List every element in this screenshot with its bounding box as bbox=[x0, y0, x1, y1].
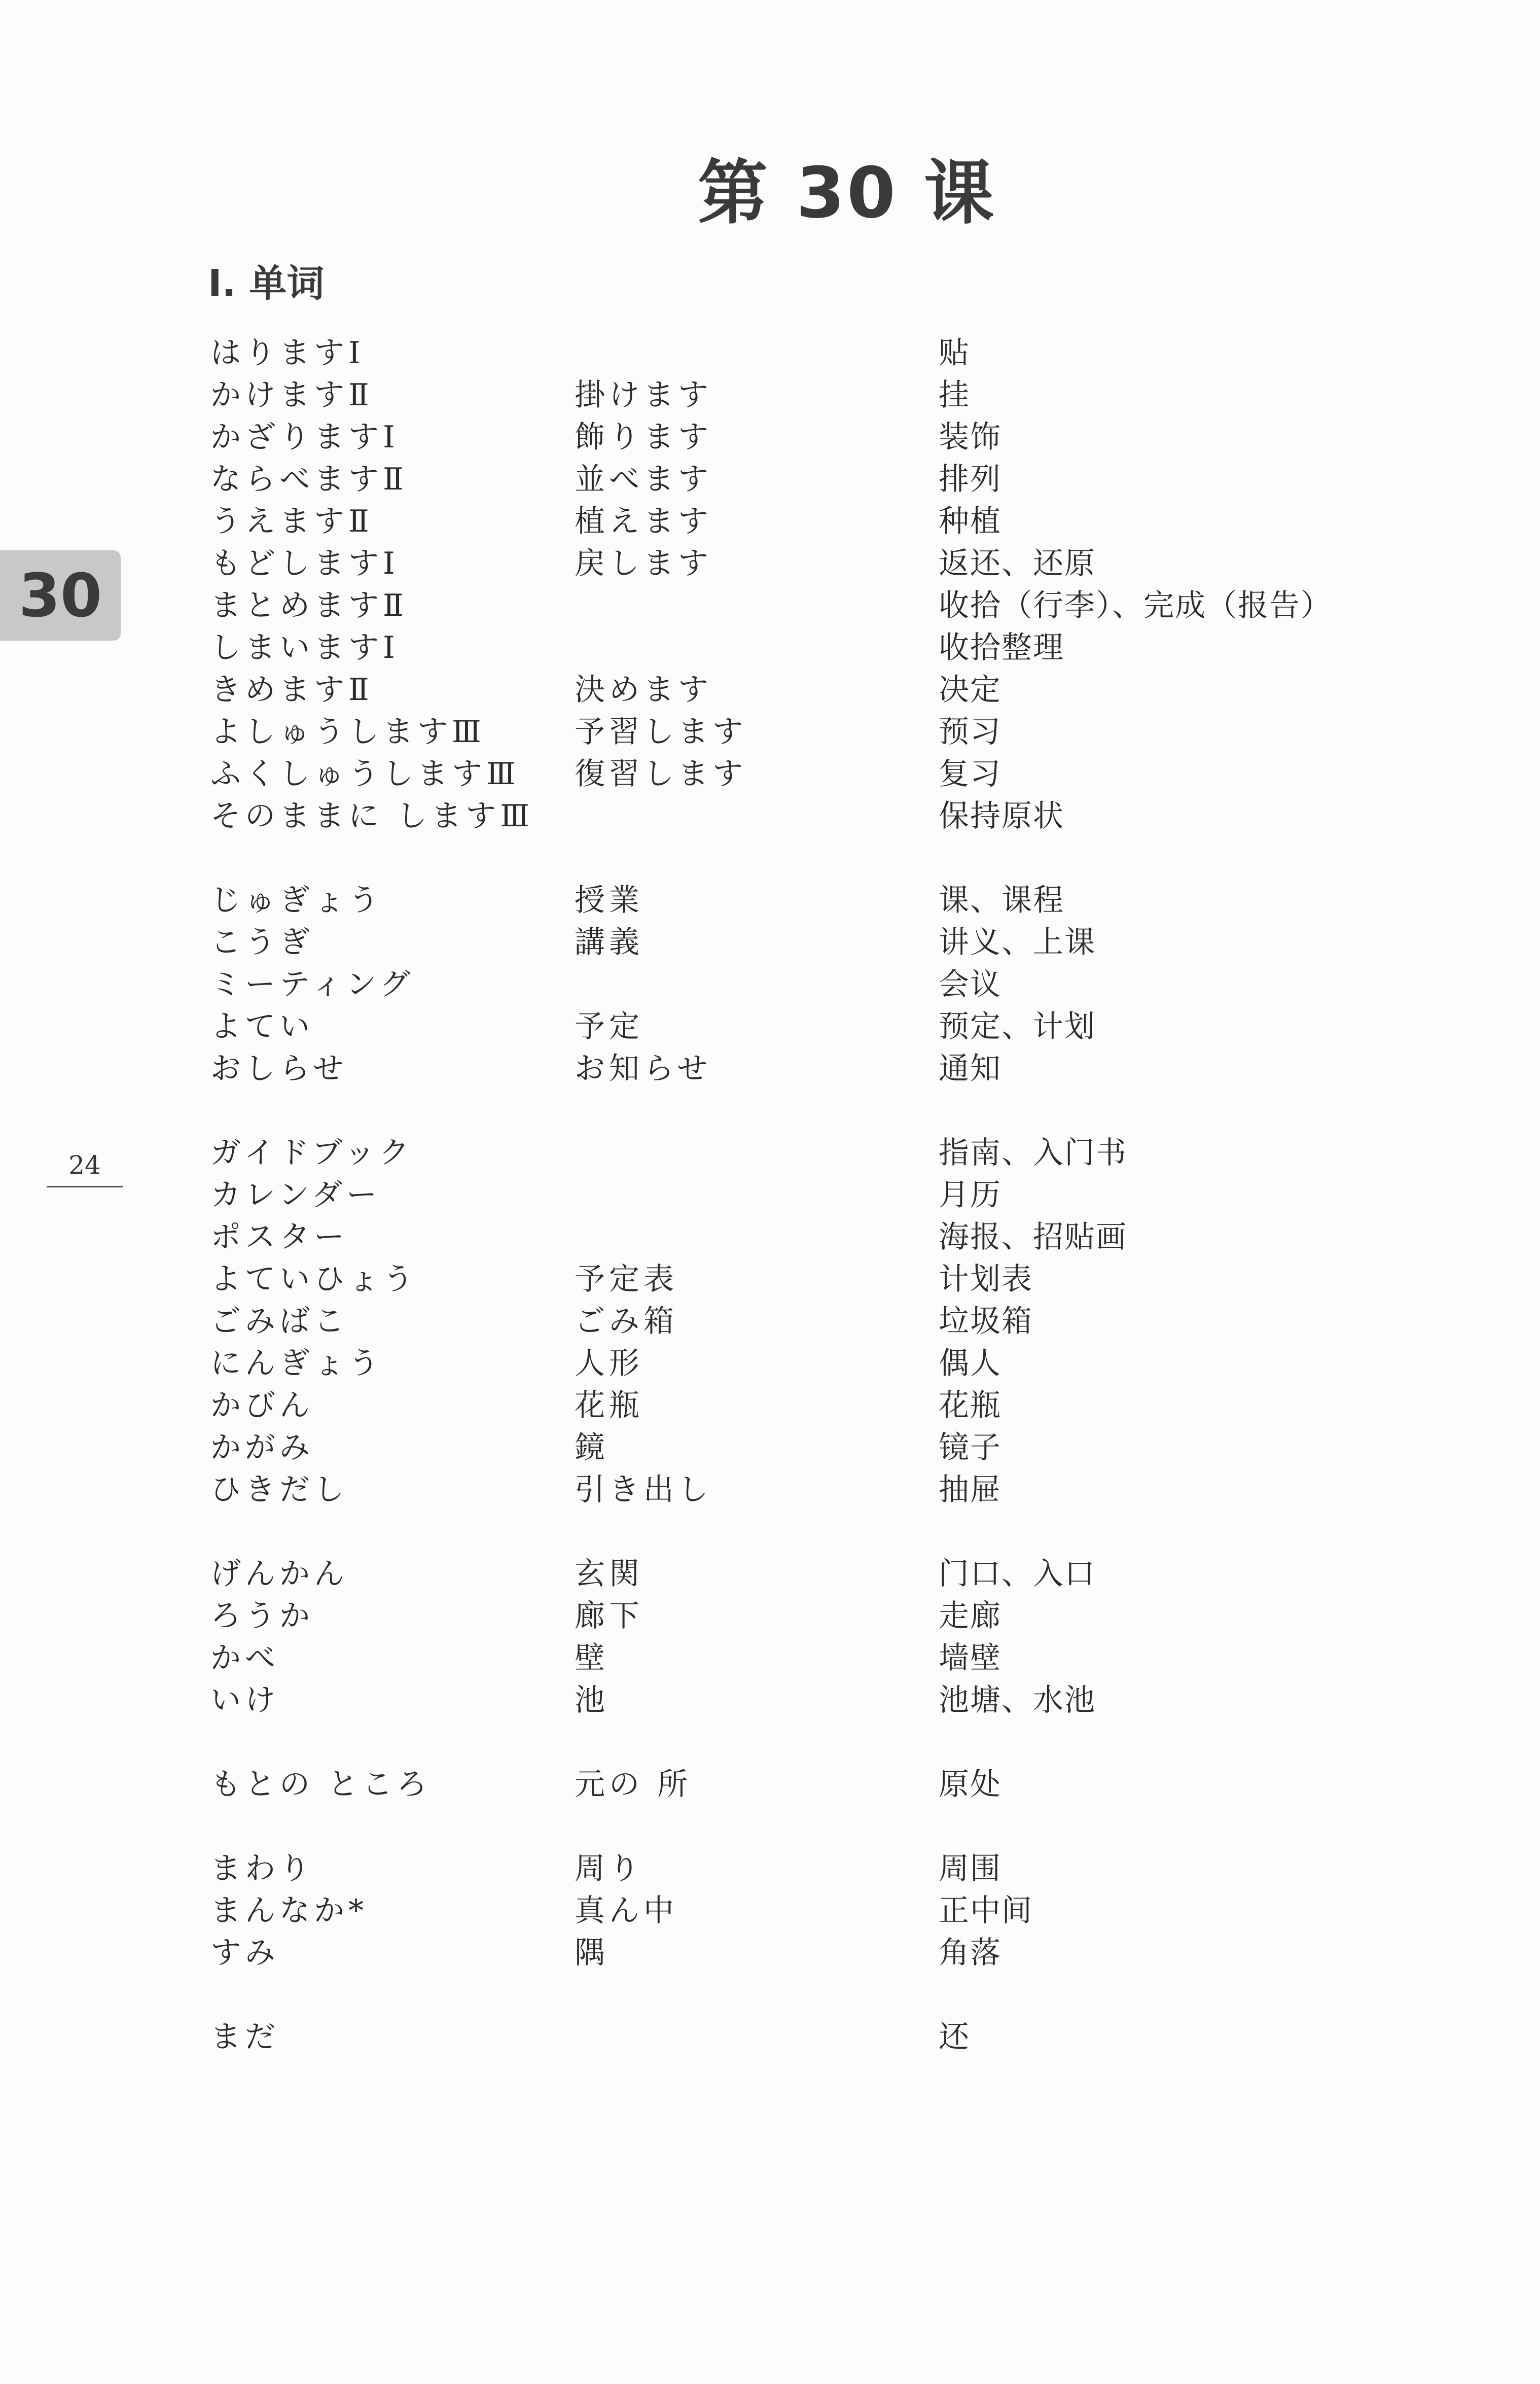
vocab-meaning: 挂 bbox=[939, 377, 970, 413]
group-spacer bbox=[210, 1090, 1427, 1132]
vocab-kanji: 引き出し bbox=[575, 1472, 712, 1507]
vocab-reading: ミーティング bbox=[210, 967, 414, 1002]
vocab-meaning: 指南、入门书 bbox=[939, 1135, 1127, 1171]
group-spacer bbox=[210, 1511, 1427, 1553]
vocab-kanji: ごみ箱 bbox=[575, 1304, 678, 1339]
vocab-meaning: 讲义、上课 bbox=[939, 925, 1096, 960]
vocab-kanji: 講義 bbox=[575, 925, 643, 960]
vocab-meaning: 正中间 bbox=[939, 1893, 1033, 1929]
vocab-row bbox=[210, 543, 1427, 585]
vocab-row bbox=[210, 1258, 1427, 1301]
vocab-reading: すみ bbox=[210, 1935, 279, 1971]
vocab-row bbox=[210, 1301, 1427, 1343]
vocab-meaning: 种植 bbox=[939, 504, 1001, 539]
vocab-kanji: 元の 所 bbox=[575, 1767, 692, 1802]
vocab-kanji bbox=[575, 332, 939, 374]
vocab-reading: よしゅうしますⅢ bbox=[210, 714, 485, 750]
vocab-reading: いけ bbox=[210, 1682, 279, 1718]
vocab-meaning: 原处 bbox=[939, 1767, 1001, 1802]
vocab-row bbox=[210, 1637, 1427, 1679]
vocab-row bbox=[210, 1679, 1427, 1722]
vocab-reading: よていひょう bbox=[210, 1261, 417, 1297]
vocab-reading: しまいますⅠ bbox=[210, 630, 399, 665]
vocab-row bbox=[210, 1469, 1427, 1511]
vocab-kanji: 隅 bbox=[575, 1935, 609, 1971]
vocab-kanji: 飾ります bbox=[575, 419, 712, 455]
vocab-reading: ポスター bbox=[210, 1219, 348, 1255]
vocab-kanji: 並べます bbox=[575, 462, 712, 497]
vocab-kanji bbox=[575, 627, 939, 669]
vocab-reading: まんなか* bbox=[210, 1893, 368, 1929]
vocab-kanji: 授業 bbox=[575, 883, 643, 918]
vocab-reading: ごみばこ bbox=[210, 1304, 348, 1339]
section-heading: Ⅰ. 单词 bbox=[208, 262, 325, 305]
vocab-meaning: 计划表 bbox=[939, 1261, 1033, 1297]
vocab-meaning: 门口、入口 bbox=[939, 1556, 1096, 1592]
vocab-meaning: 抽屉 bbox=[939, 1472, 1001, 1507]
vocab-meaning: 月历 bbox=[939, 1177, 1001, 1213]
vocab-row bbox=[210, 1764, 1427, 1806]
vocab-reading: まわり bbox=[210, 1851, 314, 1886]
vocab-row bbox=[210, 1848, 1427, 1890]
group-spacer bbox=[210, 1722, 1427, 1764]
vocab-kanji: 予定 bbox=[575, 1009, 643, 1044]
vocab-reading: じゅぎょう bbox=[210, 883, 383, 918]
vocab-reading: こうぎ bbox=[210, 925, 314, 960]
vocab-kanji: 壁 bbox=[575, 1640, 609, 1676]
vocab-meaning: 装饰 bbox=[939, 419, 1001, 455]
vocab-meaning: 通知 bbox=[939, 1051, 1001, 1086]
vocab-reading: ふくしゅうしますⅢ bbox=[210, 756, 520, 792]
vocab-row bbox=[210, 1932, 1427, 1974]
vocab-kanji bbox=[575, 1216, 939, 1258]
vocab-row bbox=[210, 459, 1427, 501]
vocab-kanji: 鏡 bbox=[575, 1430, 609, 1465]
vocab-reading: うえますⅡ bbox=[210, 504, 373, 539]
vocab-row bbox=[210, 880, 1427, 922]
vocab-kanji: 予習します bbox=[575, 714, 747, 750]
vocab-row bbox=[210, 2016, 1427, 2058]
vocab-meaning: 墙壁 bbox=[939, 1640, 1001, 1676]
vocab-meaning: 返还、还原 bbox=[939, 546, 1096, 581]
vocab-kanji: 真ん中 bbox=[575, 1893, 678, 1929]
vocab-reading: カレンダー bbox=[210, 1177, 381, 1213]
vocab-row bbox=[210, 374, 1427, 416]
group-spacer bbox=[210, 1806, 1427, 1848]
vocab-meaning: 池塘、水池 bbox=[939, 1682, 1096, 1718]
vocab-reading: にんぎょう bbox=[210, 1346, 383, 1381]
vocab-row bbox=[210, 795, 1427, 837]
vocab-row bbox=[210, 1216, 1427, 1258]
vocab-meaning: 排列 bbox=[939, 462, 1001, 497]
vocab-row bbox=[210, 1427, 1427, 1469]
vocab-kanji: 玄関 bbox=[575, 1556, 643, 1592]
vocab-kanji: 花瓶 bbox=[575, 1388, 643, 1423]
vocab-reading: よてい bbox=[210, 1009, 314, 1044]
vocab-row bbox=[210, 1343, 1427, 1385]
vocab-meaning: 收拾（行李）、完成（报告） bbox=[939, 588, 1332, 623]
vocab-meaning: 会议 bbox=[939, 967, 1001, 1002]
vocab-reading: そのままに しますⅢ bbox=[210, 798, 533, 834]
vocab-row bbox=[210, 711, 1427, 753]
vocab-row bbox=[210, 753, 1427, 795]
vocab-reading: おしらせ bbox=[210, 1051, 348, 1086]
vocab-row bbox=[210, 1890, 1427, 1932]
vocab-meaning: 镜子 bbox=[939, 1430, 1001, 1465]
vocab-row bbox=[210, 922, 1427, 964]
vocab-reading: まだ bbox=[210, 2019, 279, 2055]
vocab-row bbox=[210, 1132, 1427, 1174]
vocab-row bbox=[210, 1385, 1427, 1427]
vocab-reading: かけますⅡ bbox=[210, 377, 373, 413]
vocab-reading: まとめますⅡ bbox=[210, 588, 408, 623]
vocab-row bbox=[210, 1553, 1427, 1595]
vocab-meaning: 周围 bbox=[939, 1851, 1001, 1886]
vocab-reading: はりますⅠ bbox=[210, 335, 365, 371]
vocab-meaning: 偶人 bbox=[939, 1346, 1001, 1381]
vocab-reading: かべ bbox=[210, 1640, 279, 1676]
group-spacer bbox=[210, 1974, 1427, 2016]
vocab-kanji: お知らせ bbox=[575, 1051, 712, 1086]
vocab-row bbox=[210, 964, 1427, 1006]
vocab-reading: ならべますⅡ bbox=[210, 462, 408, 497]
vocab-meaning: 还 bbox=[939, 2019, 970, 2055]
vocab-kanji: 掛けます bbox=[575, 377, 712, 413]
vocab-kanji: 人形 bbox=[575, 1346, 643, 1381]
vocab-kanji: 廊下 bbox=[575, 1598, 643, 1634]
vocab-meaning: 复习 bbox=[939, 756, 1001, 792]
vocab-meaning: 走廊 bbox=[939, 1598, 1001, 1634]
group-spacer bbox=[210, 837, 1427, 880]
vocab-kanji: 戻します bbox=[575, 546, 712, 581]
vocab-reading: ガイドブック bbox=[210, 1135, 414, 1171]
vocab-kanji: 周り bbox=[575, 1851, 643, 1886]
vocab-row bbox=[210, 585, 1427, 627]
vocab-reading: かざりますⅠ bbox=[210, 419, 399, 455]
chapter-tab: 30 bbox=[0, 550, 121, 641]
page-title: 第 30 课 bbox=[697, 152, 996, 234]
vocab-kanji bbox=[575, 795, 939, 837]
vocab-reading: きめますⅡ bbox=[210, 672, 373, 708]
vocab-meaning: 保持原状 bbox=[939, 798, 1064, 834]
vocab-row bbox=[210, 1048, 1427, 1090]
vocab-reading: かがみ bbox=[210, 1430, 314, 1465]
vocab-kanji bbox=[575, 964, 939, 1006]
vocab-reading: げんかん bbox=[210, 1556, 348, 1592]
vocab-kanji bbox=[575, 2016, 939, 2058]
vocab-meaning: 角落 bbox=[939, 1935, 1001, 1971]
vocab-reading: ろうか bbox=[210, 1598, 314, 1634]
vocab-kanji: 植えます bbox=[575, 504, 712, 539]
vocab-meaning: 海报、招贴画 bbox=[939, 1219, 1127, 1255]
vocab-kanji: 決めます bbox=[575, 672, 712, 708]
vocab-reading: もとの ところ bbox=[210, 1767, 432, 1802]
vocab-row bbox=[210, 669, 1427, 711]
vocab-meaning: 垃圾箱 bbox=[939, 1304, 1033, 1339]
vocab-kanji: 池 bbox=[575, 1682, 609, 1718]
vocab-reading: もどしますⅠ bbox=[210, 546, 399, 581]
vocab-row bbox=[210, 332, 1427, 374]
vocab-kanji: 復習します bbox=[575, 756, 747, 792]
vocab-meaning: 收拾整理 bbox=[939, 630, 1064, 665]
vocab-meaning: 预习 bbox=[939, 714, 1001, 750]
vocab-kanji bbox=[575, 1174, 939, 1216]
vocab-kanji bbox=[575, 1132, 939, 1174]
page-number: 24 bbox=[47, 1150, 123, 1187]
vocab-meaning: 决定 bbox=[939, 672, 1001, 708]
vocab-reading: かびん bbox=[210, 1388, 314, 1423]
vocabulary-list bbox=[210, 332, 1427, 2058]
vocab-row bbox=[210, 416, 1427, 459]
vocab-reading: ひきだし bbox=[210, 1472, 348, 1507]
vocab-meaning: 课、课程 bbox=[939, 883, 1064, 918]
vocab-row bbox=[210, 1006, 1427, 1048]
vocab-meaning: 贴 bbox=[939, 335, 970, 371]
vocab-row bbox=[210, 501, 1427, 543]
vocab-row bbox=[210, 1174, 1427, 1216]
vocab-kanji: 予定表 bbox=[575, 1261, 678, 1297]
vocab-row bbox=[210, 627, 1427, 669]
vocab-row bbox=[210, 1595, 1427, 1637]
vocab-meaning: 预定、计划 bbox=[939, 1009, 1096, 1044]
vocab-kanji bbox=[575, 585, 939, 627]
vocab-meaning: 花瓶 bbox=[939, 1388, 1001, 1423]
